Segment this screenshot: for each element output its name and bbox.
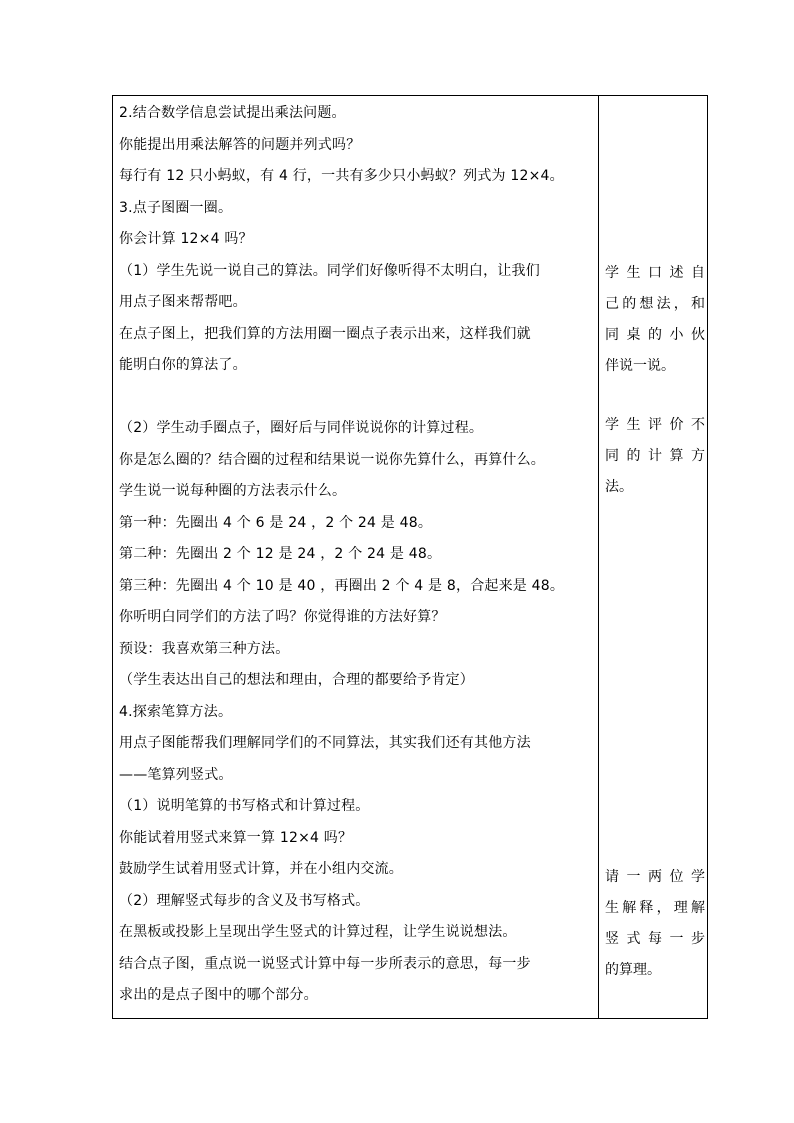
text-line: 能明白你的算法了。 — [119, 357, 247, 373]
text-line: （1）学生先说一说自己的算法。同学们好像听得不太明白，让我们 — [119, 262, 540, 279]
blank-line — [119, 382, 594, 414]
side-note-line: 伴说一说。 — [605, 358, 675, 374]
text-line: （2）理解竖式每步的含义及书写格式。 — [119, 892, 370, 909]
text-line: 第二种：先圈出 2 个 12 是 24 ，2 个 24 是 48。 — [119, 546, 442, 562]
text-line: 结合点子图，重点说一说竖式计算中每一步所表示的意思，每一步 — [119, 955, 531, 972]
text-line: 4.探索笔算方法。 — [119, 703, 233, 720]
side-note-2 — [605, 410, 705, 503]
text-line: 用点子图来帮帮吧。 — [119, 294, 247, 310]
side-note-3 — [605, 862, 705, 986]
text-line: （2）学生动手圈点子，圈好后与同伴说说你的计算过程。 — [119, 420, 484, 436]
text-line: 鼓励学生试着用竖式计算，并在小组内交流。 — [119, 861, 403, 877]
text-line: 3.点子图圈一圈。 — [119, 199, 233, 216]
text-line: 预设：我喜欢第三种方法。 — [119, 640, 290, 657]
text-line: 第一种：先圈出 4 个 6 是 24 ，2 个 24 是 48。 — [119, 514, 433, 531]
text-line: 求出的是点子图中的哪个部分。 — [119, 987, 318, 1003]
text-line: 在黑板或投影上呈现出学生竖式的计算过程，让学生说说想法。 — [119, 924, 517, 940]
text-line: 你能试着用竖式来算一算 12×4 吗？ — [119, 829, 353, 846]
teaching-process-column — [119, 98, 594, 1012]
side-note-line: 同的计算方 — [605, 448, 705, 464]
side-note-line: 竖式每一步 — [605, 931, 705, 947]
text-line: 你会计算 12×4 吗？ — [119, 231, 253, 247]
side-note-line: 学生评价不 — [605, 417, 705, 433]
side-note-line: 学生口述自 — [605, 265, 705, 281]
column-divider — [598, 96, 599, 1018]
text-line: （学生表达出自己的想法和理由，合理的都要给予肯定） — [119, 672, 474, 688]
side-note-line: 法。 — [605, 479, 633, 495]
text-line: （1）说明笔算的书写格式和计算过程。 — [119, 798, 370, 814]
lesson-table — [112, 95, 708, 1019]
side-note-line: 生解释，理解 — [605, 900, 705, 916]
side-note-line: 的算理。 — [605, 962, 661, 978]
side-note-line: 请一两位学 — [605, 869, 705, 885]
text-line: 你能提出用乘法解答的问题并列式吗？ — [119, 136, 361, 153]
side-note-1 — [605, 258, 705, 382]
text-line: 第三种：先圈出 4 个 10 是 40 ，再圈出 2 个 4 是 8，合起来是 48。 — [119, 577, 565, 594]
text-line: 用点子图能帮我们理解同学们的不同算法，其实我们还有其他方法 — [119, 735, 531, 751]
text-line: 你是怎么圈的？结合圈的过程和结果说一说你先算什么，再算什么。 — [119, 451, 545, 468]
side-note-line: 同桌的小伙 — [605, 327, 705, 343]
text-line: 你听明白同学们的方法了吗？你觉得谁的方法好算？ — [119, 609, 446, 625]
text-line: 2.结合数学信息尝试提出乘法问题。 — [119, 105, 346, 121]
side-note-line: 己的想法，和 — [605, 296, 705, 312]
text-line: 学生说一说每种圈的方法表示什么。 — [119, 483, 347, 499]
text-line: 在点子图上，把我们算的方法用圈一圈点子表示出来，这样我们就 — [119, 325, 531, 342]
text-line: 每行有 12 只小蚂蚁，有 4 行，一共有多少只小蚂蚁？列式为 12×4。 — [119, 168, 564, 184]
text-line: ——笔算列竖式。 — [119, 766, 233, 783]
